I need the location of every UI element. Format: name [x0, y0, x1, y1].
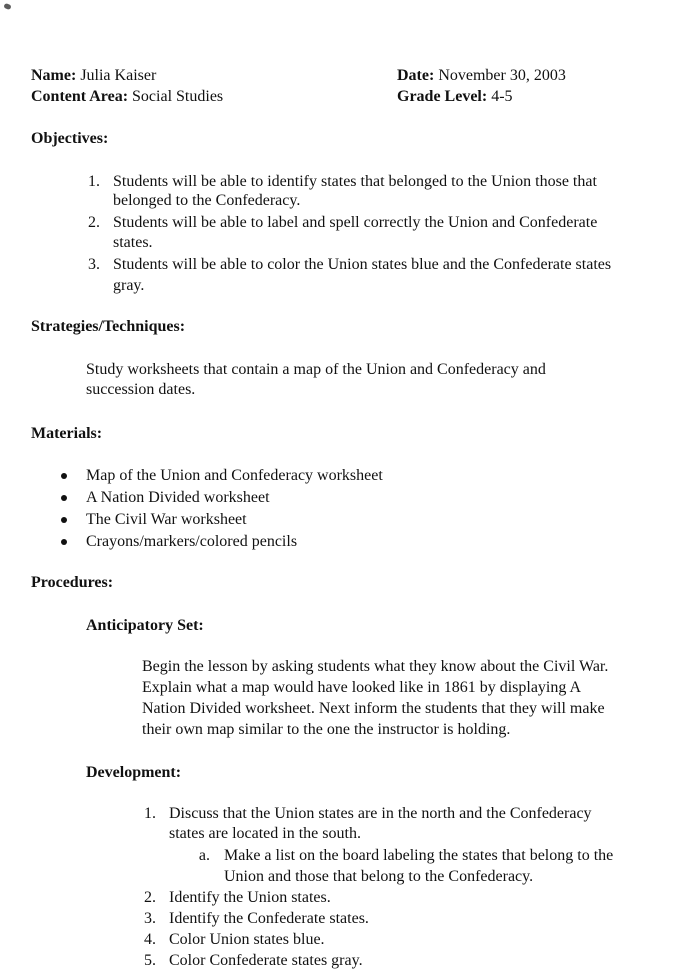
- date-value: November 30, 2003: [438, 67, 566, 84]
- development-letter: a.: [198, 847, 210, 864]
- grade-level-value: 4-5: [491, 88, 513, 105]
- material-text: A Nation Divided worksheet: [86, 489, 270, 506]
- development-text-line: Make a list on the board labeling the states that belong to the: [224, 847, 614, 864]
- development-text-line: Color Confederate states gray.: [169, 952, 363, 969]
- date-label: Date:: [397, 67, 435, 84]
- objective-text-line: Students will be able to identify states that belonged to the Union those that: [113, 173, 597, 190]
- objective-text-line: belonged to the Confederacy.: [113, 192, 301, 209]
- content-area-value: Social Studies: [132, 88, 224, 105]
- strategies-text-line: succession dates.: [86, 381, 196, 398]
- development-text-line: Identify the Confederate states.: [169, 910, 369, 927]
- objective-text-line: states.: [113, 234, 153, 251]
- content-area-field: [31, 87, 223, 106]
- objective-number: 1.: [88, 173, 100, 190]
- grade-level-field: [397, 87, 513, 106]
- content-area-label: Content Area:: [31, 88, 129, 105]
- development-number: 1.: [144, 805, 156, 822]
- scan-artifact-mark: [3, 3, 11, 10]
- material-text: Crayons/markers/colored pencils: [86, 533, 298, 550]
- strategies-text-line: Study worksheets that contain a map of the Union and Confederacy and: [86, 361, 546, 378]
- objective-number: 3.: [88, 256, 100, 273]
- name-label: Name:: [31, 67, 77, 84]
- objective-text-line: Students will be able to label and spell correctly the Union and Confederate: [113, 214, 598, 231]
- bullet-icon: [61, 473, 67, 479]
- grade-level-label: Grade Level:: [397, 88, 488, 105]
- bullet-icon: [61, 539, 67, 545]
- objective-text-line: Students will be able to color the Union states blue and the Confederate states: [113, 256, 612, 273]
- objective-number: 2.: [88, 214, 100, 231]
- development-number: 4.: [144, 931, 156, 948]
- anticipatory-text-line: Nation Divided worksheet. Next inform the students that they will make: [142, 700, 605, 717]
- development-text-line: Discuss that the Union states are in the north and the Confederacy: [169, 805, 592, 822]
- material-text: Map of the Union and Confederacy worksheet: [86, 467, 383, 484]
- development-text-line: states are located in the south.: [169, 825, 361, 842]
- development-text-line: Color Union states blue.: [169, 931, 325, 948]
- strategies-heading: Strategies/Techniques:: [31, 318, 186, 335]
- bullet-icon: [61, 517, 67, 523]
- anticipatory-text-line: Explain what a map would have looked like in 1861 by displaying A: [142, 679, 582, 696]
- development-text-line: Union and those that belong to the Confederacy.: [224, 868, 534, 885]
- anticipatory-text-line: Begin the lesson by asking students what they know about the Civil War.: [142, 658, 609, 675]
- development-number: 3.: [144, 910, 156, 927]
- development-number: 5.: [144, 952, 156, 969]
- bullet-icon: [61, 495, 67, 501]
- objective-text-line: gray.: [113, 277, 145, 294]
- development-heading: Development:: [86, 764, 182, 781]
- anticipatory-text-line: their own map similar to the one the instructor is holding.: [142, 721, 511, 738]
- objectives-heading: Objectives:: [31, 130, 109, 147]
- date-field: [397, 66, 566, 85]
- anticipatory-set-heading: Anticipatory Set:: [86, 617, 204, 634]
- procedures-heading: Procedures:: [31, 574, 114, 591]
- name-field: [31, 66, 156, 85]
- materials-heading: Materials:: [31, 425, 103, 442]
- material-text: The Civil War worksheet: [86, 511, 247, 528]
- name-value: Julia Kaiser: [80, 67, 157, 84]
- development-number: 2.: [144, 889, 156, 906]
- development-text-line: Identify the Union states.: [169, 889, 331, 906]
